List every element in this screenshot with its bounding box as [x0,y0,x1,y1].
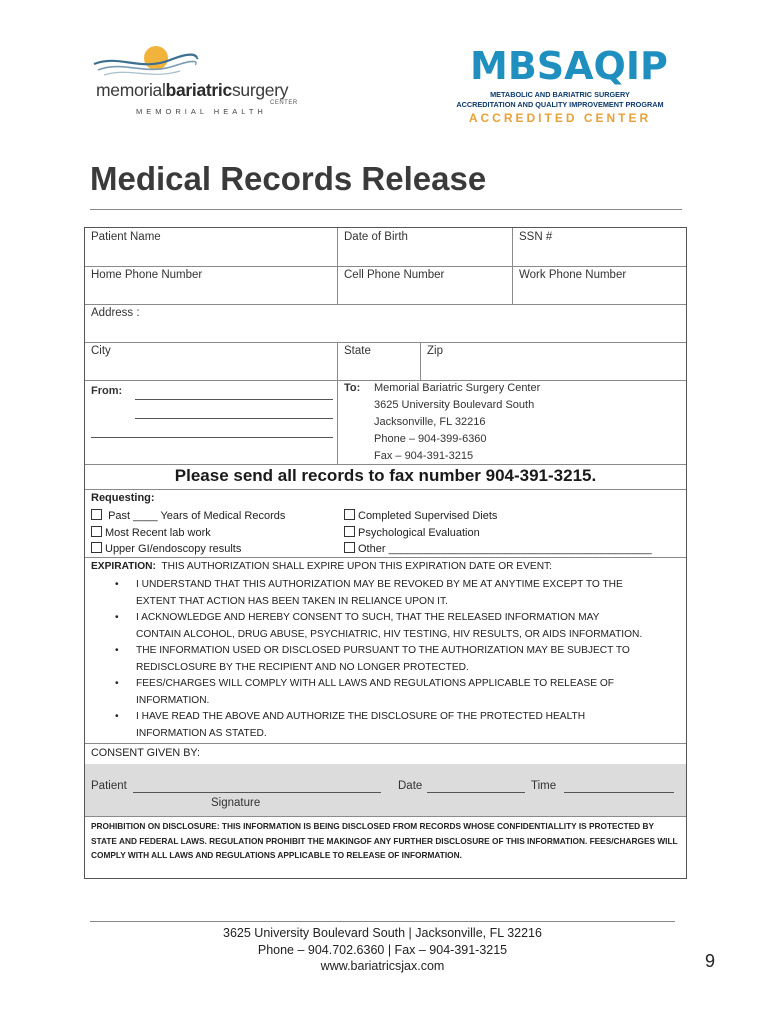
dob-field[interactable]: Date of Birth [344,231,408,243]
state-field[interactable]: State [344,345,371,357]
logo-center-tag: CENTER [270,100,298,106]
date-label: Date [398,780,423,792]
checkbox[interactable] [344,509,355,520]
request-option[interactable]: Upper GI/endoscopy results [91,542,241,555]
date-line[interactable] [427,792,525,793]
expiration-bullet: I HAVE READ THE ABOVE AND AUTHORIZE THE DISCLOSURE OF THE PROTECTED HEALTH INFORMATION AS STATED. [136,711,586,739]
expiration-bullet: I UNDERSTAND THAT THIS AUTHORIZATION MAY BE REVOKED BY ME AT ANYTIME EXCEPT TO THE EXTENT THAT ACTION HAS BEEN TAKEN IN RELIANCE UPON IT. [136,579,623,607]
request-option[interactable]: Past ____ Years of Medical Records [91,509,285,522]
expiration-bullet: THE INFORMATION USED OR DISCLOSED PURSUANT TO THE AUTHORIZATION MAY BE SUBJECT TO REDISCLOSURE BY THE RECIPIENT AND NO LONGER PROTECTED. [136,645,630,673]
from-line-2[interactable] [135,418,333,419]
logo-parent-name: MEMORIAL HEALTH [136,107,267,116]
checkbox[interactable] [344,526,355,537]
footer [90,925,675,975]
fax-banner: Please send all records to fax number 904-391-3215. [174,466,597,485]
request-option[interactable]: Other ___________________________________________ [344,542,652,555]
requesting-label: Requesting: [91,492,155,504]
time-line[interactable] [564,792,674,793]
divider [85,816,686,817]
prohibition-notice: PROHIBITION ON DISCLOSURE: THIS INFORMATION IS BEING DISCLOSED FROM RECORDS WHOSE CONFIDENTIALLITY IS PROTECTED BY STATE AND FEDERAL LAWS. REGULATION PROHIBIT THE MAKINGOF ANY FURTHER DISCLOSURE OF THIS INFORMATION. FEES/CHARGES WILL COMPLY WITH ALL LAWS AND REGULATIONS APPLICABLE TO RELEASE OF INFORMATION. [91,821,678,860]
consent-label: CONSENT GIVEN BY: [91,747,200,759]
cell-phone-field[interactable]: Cell Phone Number [344,269,445,281]
to-address-line: Fax – 904-391-3215 [374,450,474,462]
signature-band [85,764,686,816]
sun-wave-icon [90,42,200,82]
to-address [374,380,540,465]
to-label: To: [344,382,361,394]
expiration-bullet: I ACKNOWLEDGE AND HEREBY CONSENT TO SUCH, THAT THE RELEASED INFORMATION MAY CONTAIN ALCOHOL, DRUG ABUSE, PSYCHIATRIC, HIV TESTING, HIV RESULTS, OR AIDS INFORMATION. [136,612,643,640]
mbsaqip-line2: ACCREDITATION AND QUALITY IMPROVEMENT PROGRAM [456,100,664,109]
divider [337,342,338,380]
title-divider [90,209,682,210]
bullet-dot: • [115,579,119,590]
mbsaqip-accredited: ACCREDITED CENTER [468,111,652,125]
to-address-line: Phone – 904-399-6360 [374,433,487,445]
divider [337,380,338,464]
mbsaqip-line1: METABOLIC AND BARIATRIC SURGERY [490,90,630,99]
time-label: Time [531,780,557,792]
divider [85,464,686,465]
memorial-bariatric-logo [90,42,330,122]
patient-label: Patient [91,780,127,792]
footer-divider [90,921,675,922]
divider [85,743,686,744]
checkbox[interactable] [344,542,355,553]
divider [85,489,686,490]
bullet-dot: • [115,612,119,623]
divider [420,342,421,380]
checkbox[interactable] [91,509,102,520]
address-field[interactable]: Address : [91,307,140,319]
patient-signature-line[interactable] [133,792,381,793]
page-title: Medical Records Release [90,160,487,197]
footer-website[interactable]: www.bariatricsjax.com [320,959,445,973]
divider [85,304,686,305]
request-option[interactable]: Completed Supervised Diets [344,509,497,522]
to-address-line: Memorial Bariatric Surgery Center [374,382,541,394]
divider [85,266,686,267]
release-form [84,227,687,879]
divider [85,557,686,558]
page-number: 9 [705,951,716,971]
expiration-line: EXPIRATION: THIS AUTHORIZATION SHALL EXPIRE UPON THIS EXPIRATION DATE OR EVENT: [91,561,552,572]
to-address-line: Jacksonville, FL 32216 [374,416,486,428]
checkbox[interactable] [91,542,102,553]
expiration-bullet: FEES/CHARGES WILL COMPLY WITH ALL LAWS AND REGULATIONS APPLICABLE TO RELEASE OF INFORMATION. [136,678,615,706]
home-phone-field[interactable]: Home Phone Number [91,269,203,281]
work-phone-field[interactable]: Work Phone Number [519,269,627,281]
footer-address: 3625 University Boulevard South | Jacksonville, FL 32216 [223,926,542,940]
to-address-line: 3625 University Boulevard South [374,399,535,411]
bullet-dot: • [115,711,119,722]
bullet-dot: • [115,678,119,689]
request-option[interactable]: Most Recent lab work [91,526,211,539]
bullet-dot: • [115,645,119,656]
zip-field[interactable]: Zip [427,345,443,357]
logo-wordmark: memorialbariatricsurgery [96,80,289,100]
signature-label: Signature [211,797,261,809]
footer-phone: Phone – 904.702.6360 | Fax – 904-391-3215 [257,942,508,957]
ssn-field[interactable]: SSN # [519,231,553,243]
request-option[interactable]: Psychological Evaluation [344,526,480,539]
from-label: From: [91,385,123,397]
mbsaqip-name: MBSAQIP [470,44,668,88]
divider [85,342,686,343]
patient-name-field[interactable]: Patient Name [91,231,161,243]
checkbox[interactable] [91,526,102,537]
from-line-1[interactable] [135,399,333,400]
from-line-3[interactable] [91,437,333,438]
city-field[interactable]: City [91,345,111,357]
mbsaqip-logo [440,44,680,128]
